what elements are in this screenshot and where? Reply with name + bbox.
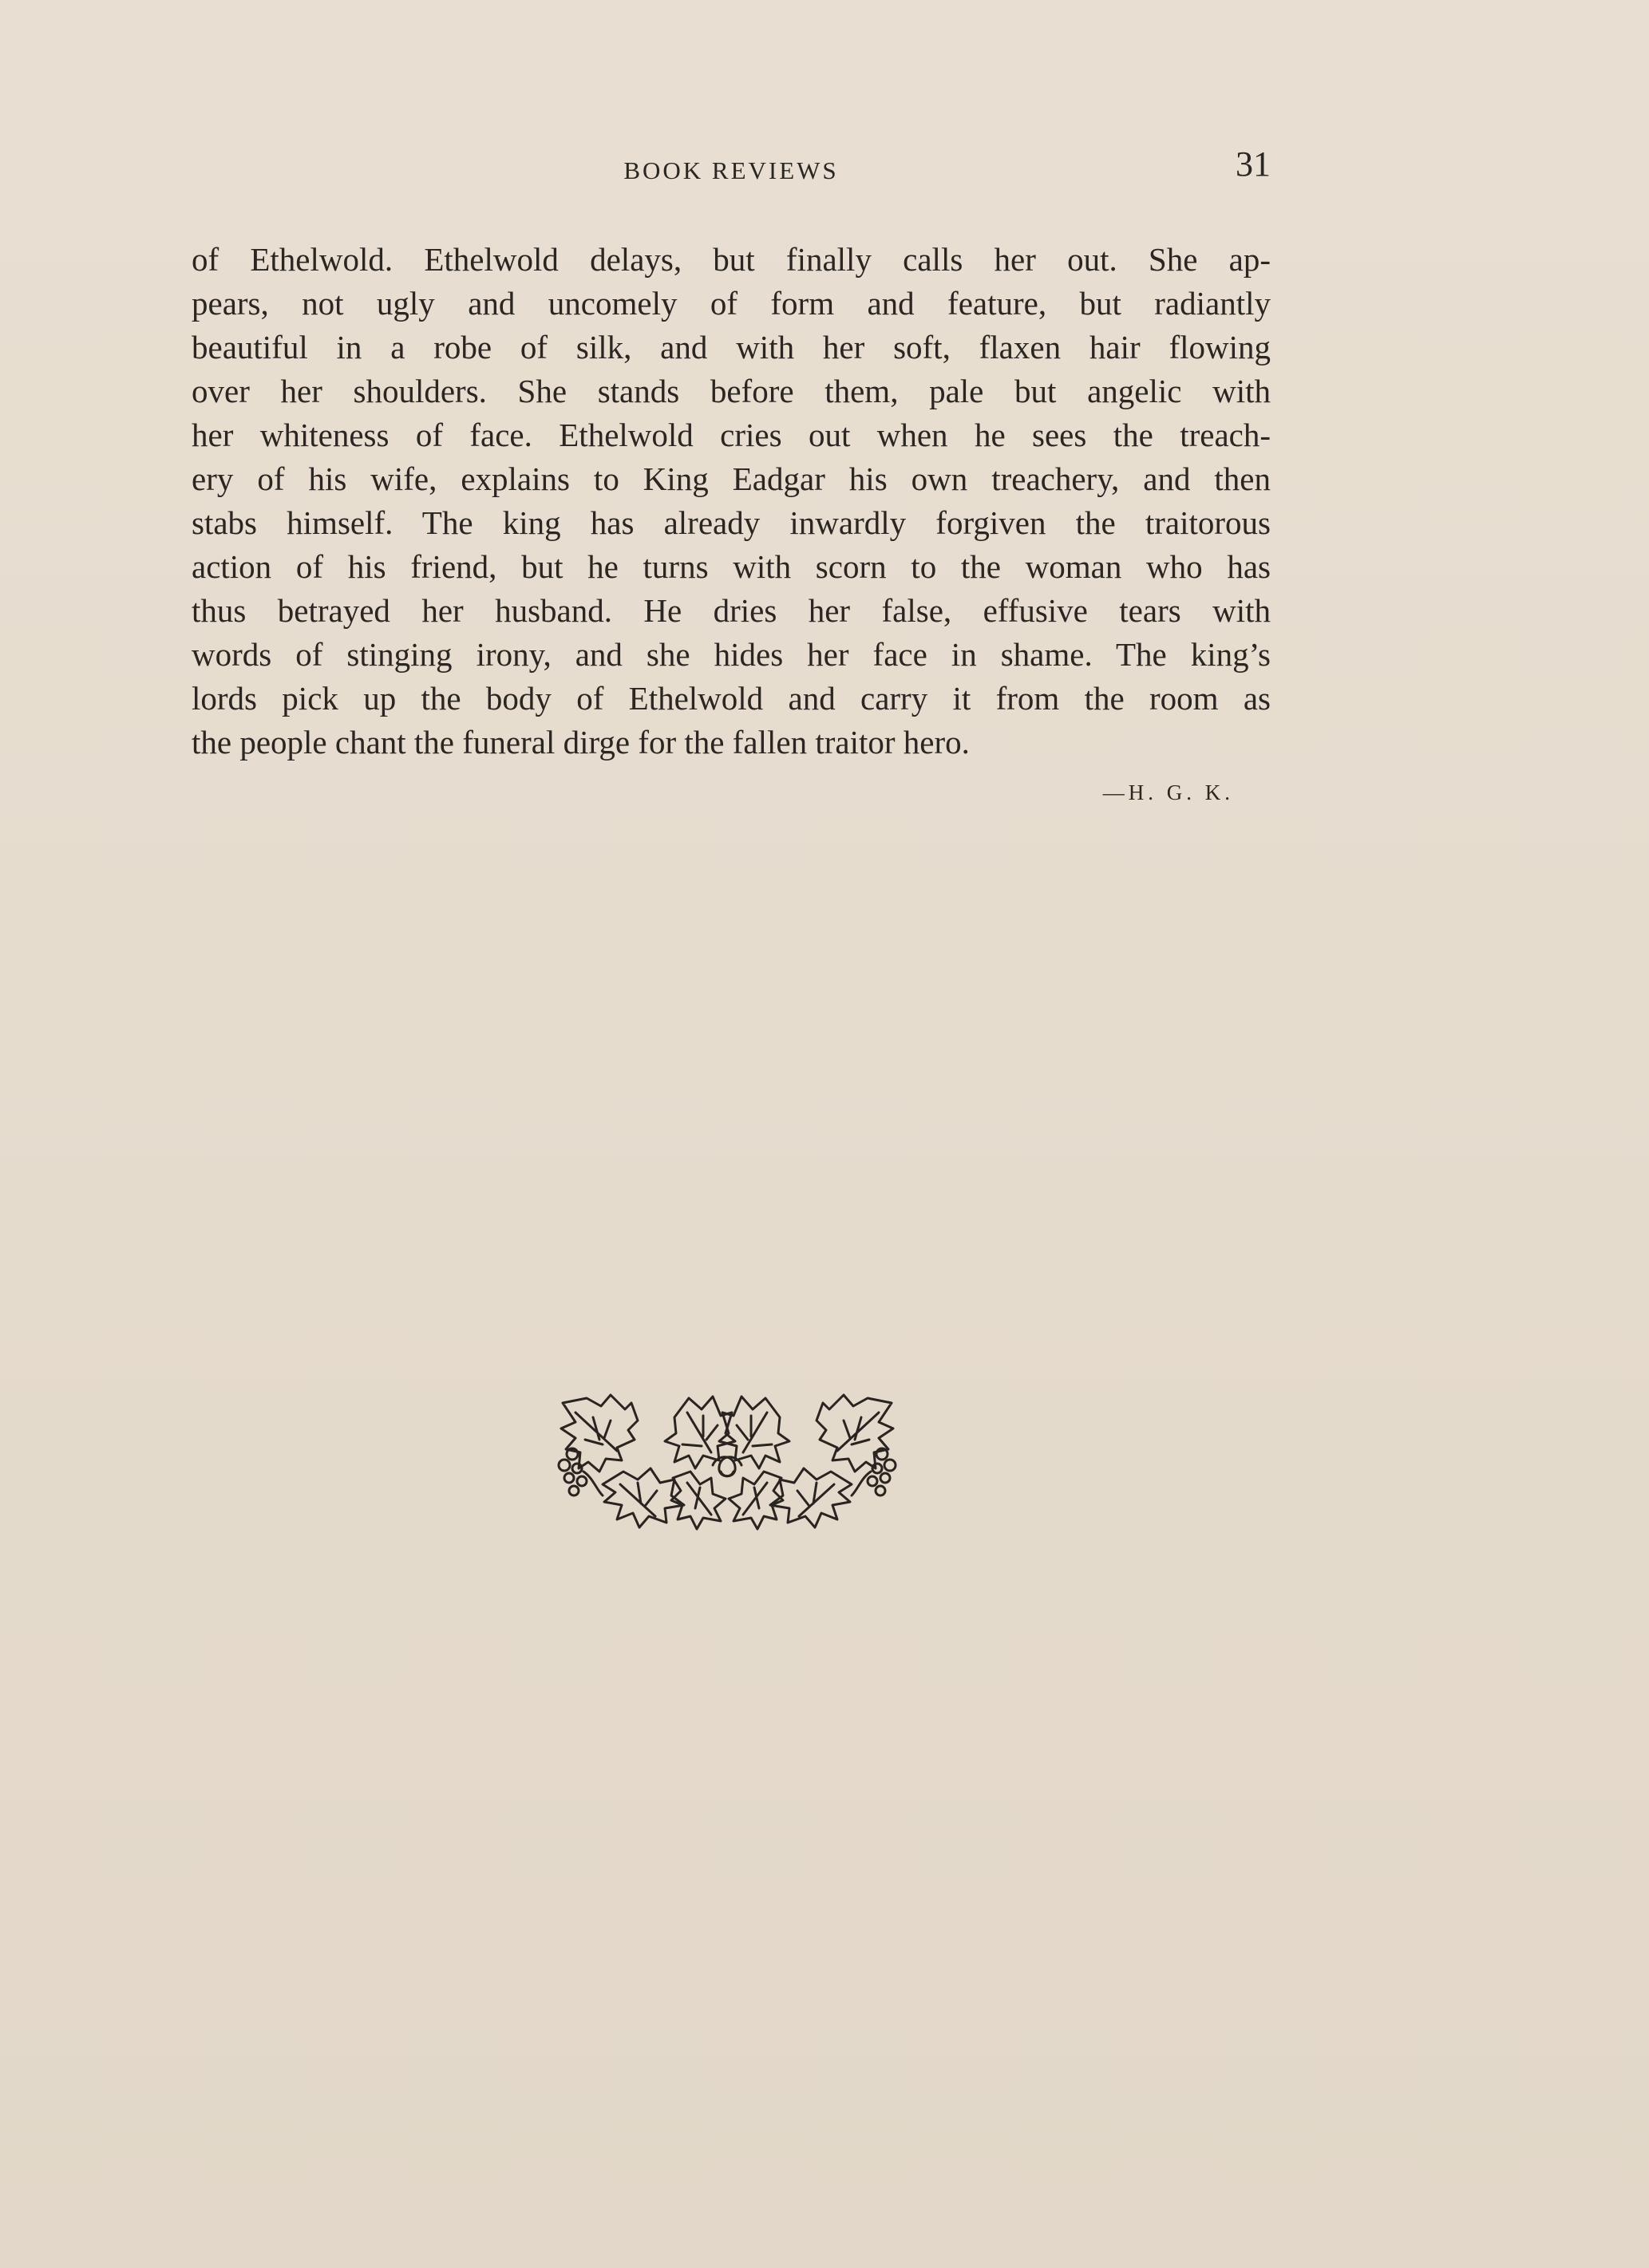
text-line: stabs himself. The king has already inwardly forgiven the traitorous	[192, 504, 1271, 541]
page-number: 31	[1236, 144, 1271, 184]
running-title: BOOK REVIEWS	[623, 156, 839, 184]
running-head	[192, 144, 1271, 200]
author-initials: —H. G. K.	[1102, 780, 1234, 804]
text-line: ery of his wife, explains to King Eadgar his own treachery, and then	[192, 460, 1271, 497]
text-line: action of his friend, but he turns with scorn to the woman who has	[192, 548, 1271, 585]
text-line: her whiteness of face. Ethelwold cries out when he sees the treach-	[192, 417, 1271, 453]
text-line: the people chant the funeral dirge for the fallen traitor hero.	[192, 724, 970, 761]
text-line: lords pick up the body of Ethelwold and carry it from the room as	[192, 680, 1271, 717]
text-line: beautiful in a robe of silk, and with her soft, flaxen hair flowing	[192, 329, 1271, 365]
text-line: over her shoulders. She stands before them, pale but angelic with	[192, 373, 1271, 409]
text-line: words of stinging irony, and she hides her face in shame. The king’s	[192, 636, 1271, 673]
body-paragraph	[192, 238, 1271, 765]
ornament-right-half	[719, 1395, 896, 1529]
ornament-left-half	[559, 1395, 735, 1529]
text-line: of Ethelwold. Ethelwold delays, but finally calls her out. She ap-	[192, 241, 1271, 278]
vine-leaf-ornament-icon	[555, 1389, 900, 1531]
text-line: thus betrayed her husband. He dries her false, effusive tears with	[192, 592, 1271, 629]
text-line: pears, not ugly and uncomely of form and feature, but radiantly	[192, 285, 1271, 322]
